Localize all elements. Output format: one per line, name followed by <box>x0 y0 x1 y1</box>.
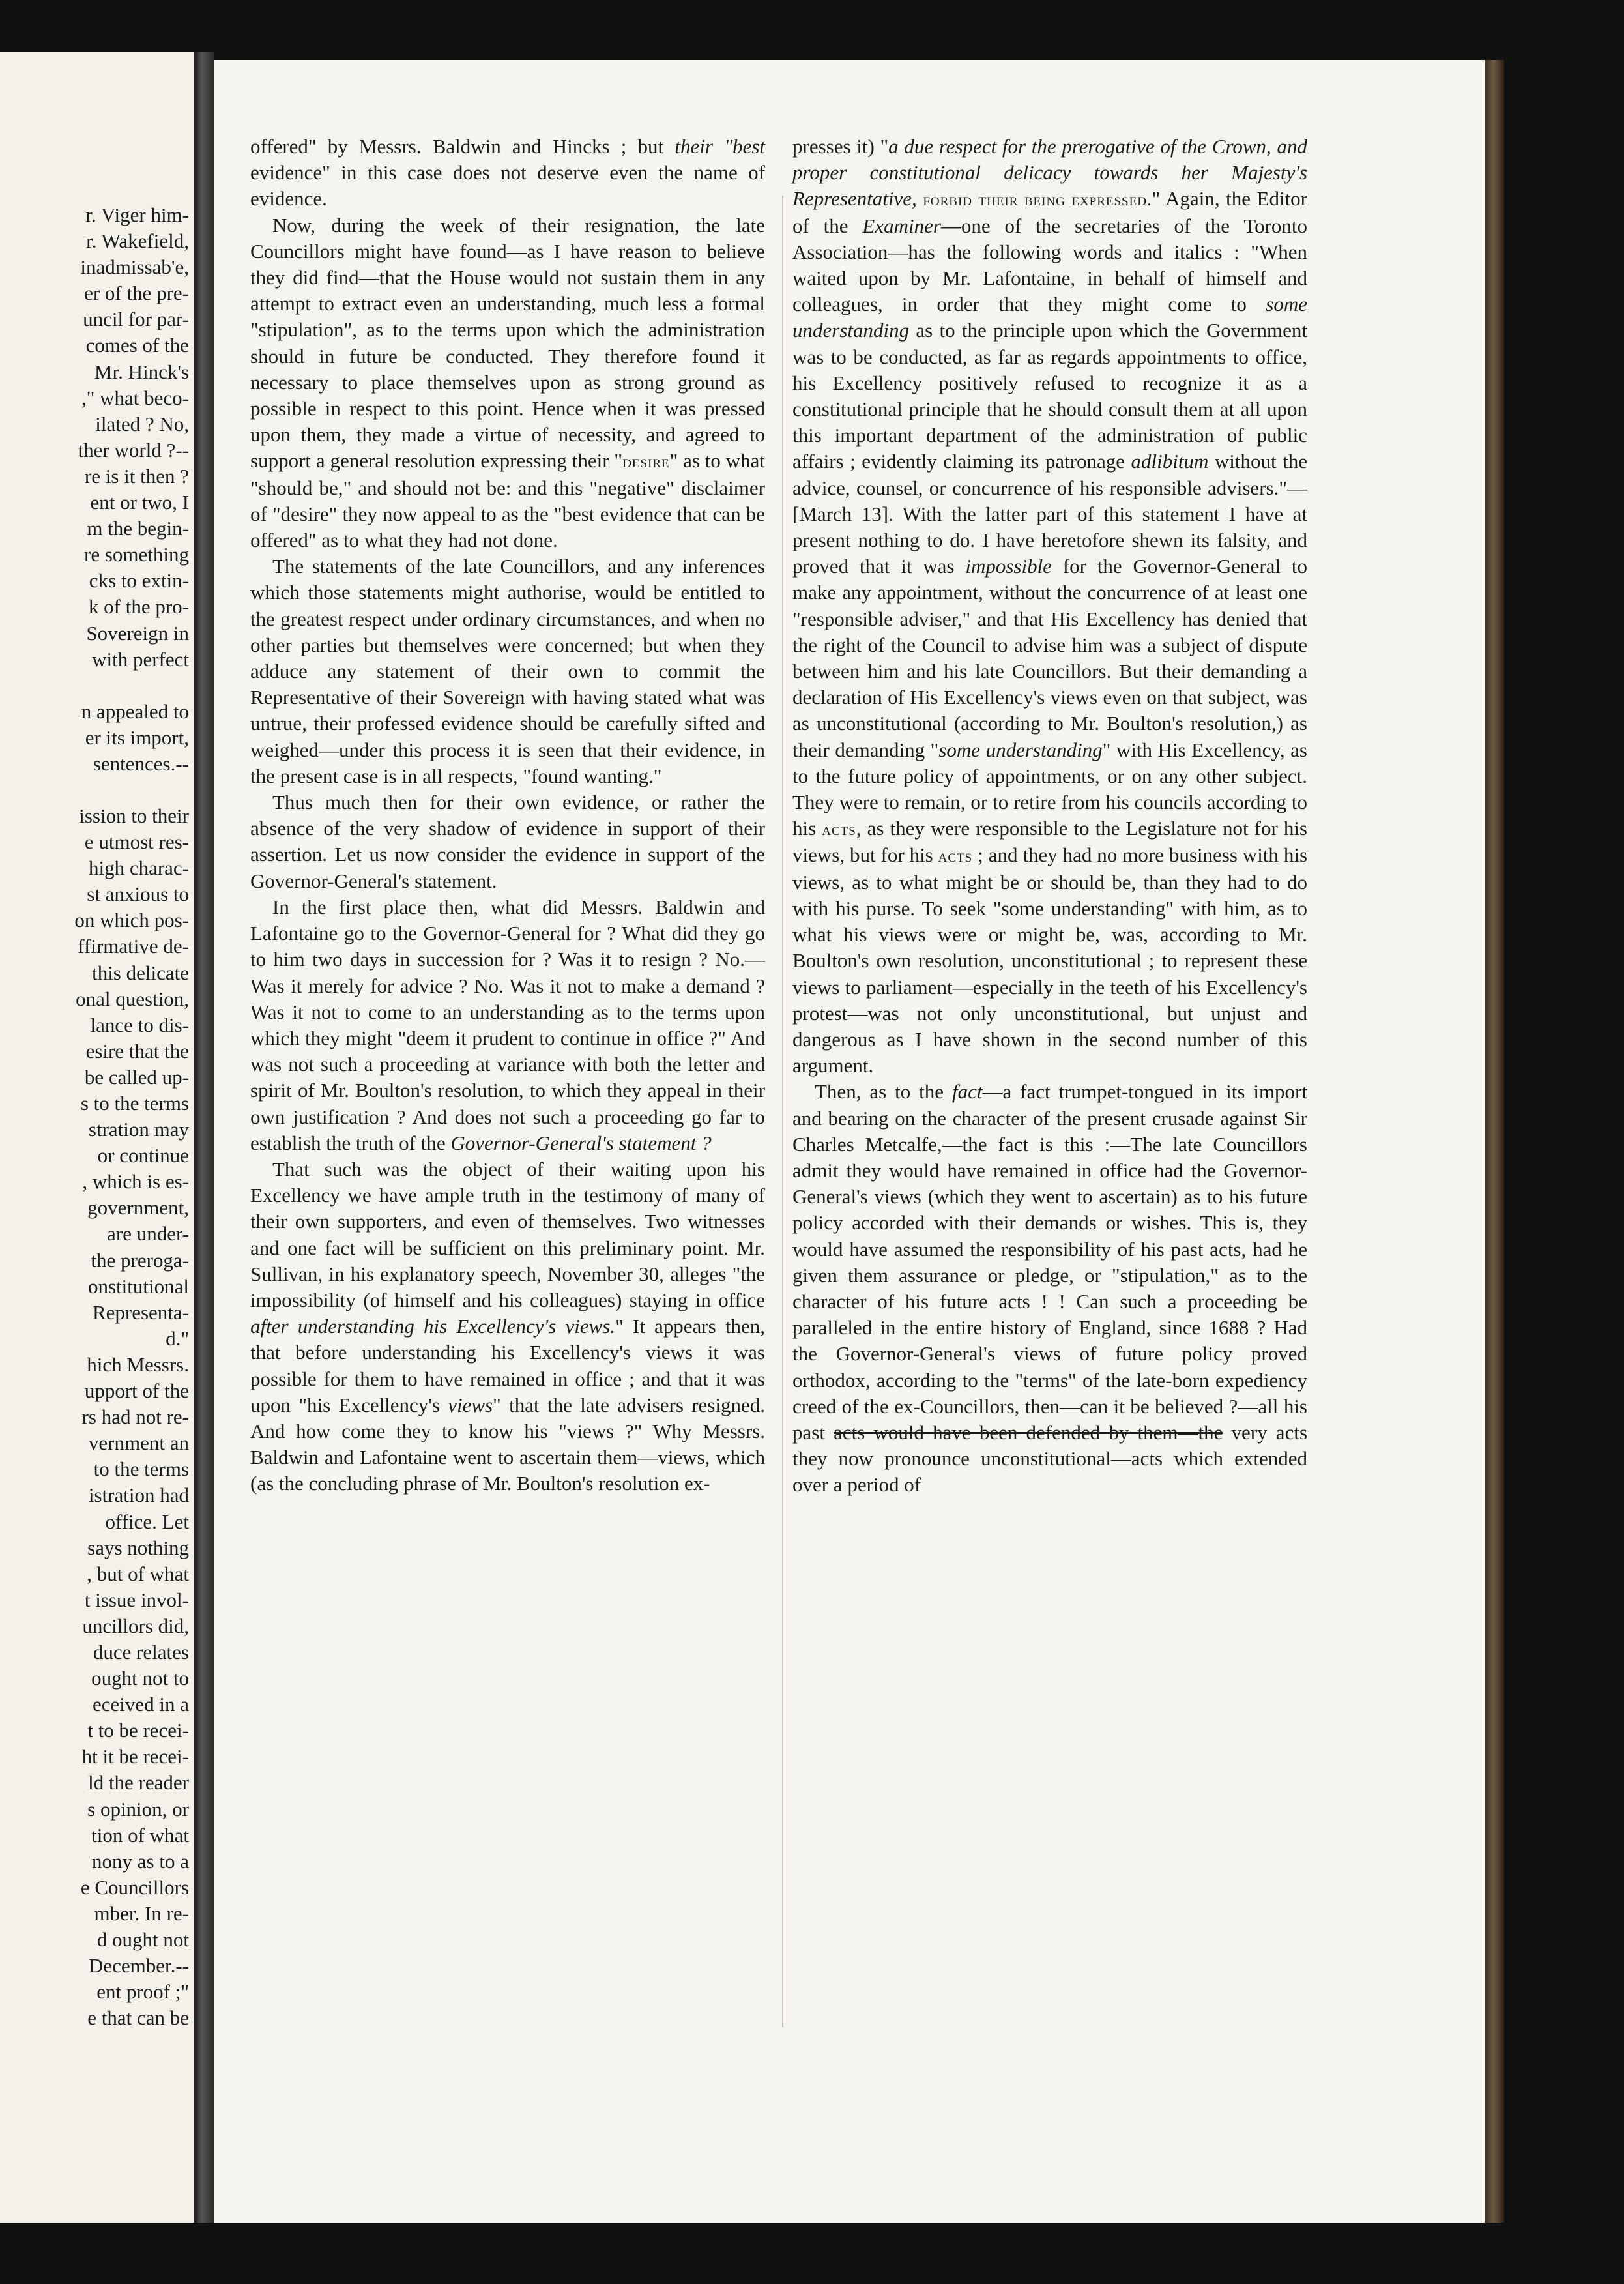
paragraph: That such was the object of their waiting upon his Excellency we have ample truth in the testimony of many of their own supporters, and even of themselves. Two witnesses and one fact will be sufficient on this preliminary point. Mr. Sullivan, in his explanatory speech, November 30, alleges "the impossibility (of himself and his colleagues) staying in office after understanding his Excellency's views." It appears then, that before understanding his Excellency's views it was possible for them to have remained in office ; and that it was upon "his Excellency's views" that the late advisers resigned. And how come they to know his "views ?" Why Messrs. Baldwin and Lafontaine went to ascertain them—views, which (as the concluding phrase of Mr. Boulton's resolution ex- <box>250 1157 765 1495</box>
paragraph: offered" by Messrs. Baldwin and Hincks ; but their "best evidence" in this case does not deserve even the name of evidence. <box>250 135 766 211</box>
left-fragment-line: m the begin- <box>87 517 189 540</box>
left-fragment-line: upport of the <box>84 1379 189 1403</box>
left-fragment-line: ought not to <box>91 1667 189 1690</box>
left-fragment-line: r. Viger him- <box>85 203 189 226</box>
left-fragment-line: government, <box>87 1196 189 1220</box>
left-fragment-line: comes of the <box>85 334 189 357</box>
paragraph: Now, during the week of their resignation, the late Councillors might have found—as I have reason to believe they did find—that the House would not sustain them in any attempt to extract even an understanding, much less a formal "stipulation", as to the terms upon which the administration should in future be conducted. They therefore found it necessary to place themselves upon as strong ground as possible in respect to this point. Hence when it was pressed upon them, they made a virtue of necessity, and agreed to support a general resolution expressing their "desire" as to what "should be," and should not be: and this "negative" disclaimer of "desire" they now appeal to as the "best evidence that can be offered" as to what they had not done. <box>250 213 765 552</box>
left-fragment-line: hich Messrs. <box>87 1353 189 1376</box>
left-fragment-line: ld the reader <box>88 1771 189 1794</box>
book-gutter <box>194 52 214 2223</box>
left-fragment-line: ilated ? No, <box>95 412 189 435</box>
left-fragment-line: e utmost res- <box>84 830 189 854</box>
left-fragment-line: nony as to a <box>92 1849 189 1873</box>
left-fragment-line: esire that the <box>85 1039 189 1062</box>
paragraph: Thus much then for their own evidence, or rather the absence of the very shadow of evidence in support of their assertion. Let us now consider the evidence in support of the Governor-General's statement. <box>250 791 765 892</box>
left-fragment-line: re something <box>84 543 189 566</box>
left-fragment-line: ht it be recei- <box>81 1745 189 1768</box>
paragraph: In the first place then, what did Messrs. Baldwin and Lafontaine go to the Governor-General for ? What did they go to him two days in succession for ? Was it to resign ? No.— Was it merely for advice ? No. Was it not to make a demand ? Was it not to come to an understanding as to the terms upon which they might "deem it prudent to continue in office ?" And was not such a proceeding at variance with both the letter and spirit of Mr. Boulton's resolution, to which they appeal in their own justification ? And does not such a proceeding go far to establish the truth of the Governor-General's statement ? <box>250 895 765 1154</box>
left-fragment-line: ther world ?-- <box>78 438 189 461</box>
left-fragment-line: onal question, <box>76 987 189 1010</box>
left-fragment-line: er its import, <box>85 725 189 749</box>
left-fragment-line: ent or two, I <box>90 491 189 514</box>
column-2 <box>792 134 1307 1499</box>
left-fragment-line: n appealed to <box>81 699 189 723</box>
left-fragment-line: high charac- <box>88 856 189 880</box>
left-fragment-line: Mr. Hinck's <box>94 360 189 383</box>
left-fragment-line: mber. In re- <box>94 1901 189 1925</box>
left-fragment-line: vernment an <box>88 1431 189 1455</box>
page-edge <box>1485 60 1504 2223</box>
left-fragment-line: uncillors did, <box>82 1614 189 1637</box>
left-fragment-line: e that can be <box>87 2006 189 2030</box>
left-fragment-line: istration had <box>88 1484 189 1507</box>
left-fragment-line: stration may <box>88 1118 189 1141</box>
left-fragment-line: Sovereign in <box>86 621 189 645</box>
left-fragment-line: onstitutional <box>88 1274 189 1298</box>
left-fragment-line: d ought not <box>96 1928 189 1951</box>
column-rule <box>782 196 783 2027</box>
left-fragment-line: t to be recei- <box>87 1719 189 1742</box>
left-fragment-line: s to the terms <box>80 1092 189 1115</box>
left-fragment-line: tion of what <box>91 1823 189 1847</box>
left-fragment-line: ission to their <box>79 804 189 827</box>
left-fragment-line: this delicate <box>92 961 189 984</box>
column-1 <box>250 134 765 1497</box>
left-fragment-line: , but of what <box>87 1562 189 1585</box>
left-fragment-line: k of the pro- <box>88 595 189 619</box>
left-fragment-line: uncil for par- <box>83 308 189 331</box>
left-fragment-line: re is it then ? <box>84 464 189 488</box>
left-fragment-line: says nothing <box>87 1536 189 1559</box>
left-fragment-line: lance to dis- <box>90 1013 189 1036</box>
paragraph: The statements of the late Councillors, and any inferences which those statements might authorise, would be entitled to the greatest respect under ordinary circumstances, and when no other parties but themselves were concerned; but when they adduce any statement of their own to commit the Representative of their Sovereign with having stated what was untrue, their professed evidence should be carefully sifted and weighed—under this process it is seen that their evidence, in the present case is in all respects, "found wanting." <box>250 555 765 787</box>
left-fragment-line: be called up- <box>84 1065 189 1089</box>
left-fragment-line: on which pos- <box>74 909 189 932</box>
left-fragment-line: ," what beco- <box>81 386 189 409</box>
left-fragment-line: rs had not re- <box>81 1405 189 1429</box>
left-fragment-line: s opinion, or <box>87 1797 189 1821</box>
paragraph: Then, as to the fact—a fact trumpet-tongued in its import and bearing on the character of the present crusade against Sir Charles Metcalfe,—the fact is this :—The late Councillors admit they would have remained in office had the Governor-General's views (which they went to ascertain) as to his future policy accorded with their demands or wishes. This is, they would have assumed the responsibility of his past acts, had he given them assurance or pledge, or "stipulation," as to the character of his future acts ! ! Can such a proceeding be paralleled in the entire history of England, since 1688 ? Had the Governor-General's views of future policy proved orthodox, according to the "terms" of the late-born expediency creed of the ex-Councillors, then—can it be believed ?—all his past acts would have been defended by them—the very acts they now pronounce unconstitutional—acts which extended over a period of <box>792 1080 1308 1497</box>
left-fragment-line: ffirmative de- <box>78 935 189 958</box>
left-fragment-line: ent proof ;" <box>96 1980 189 2004</box>
left-fragment-line: are under- <box>107 1222 189 1246</box>
left-fragment-line: d." <box>166 1326 189 1350</box>
left-fragment-line: er of the pre- <box>84 282 189 305</box>
paragraph: presses it) "a due respect for the prerogative of the Crown, and proper constitutional delicacy towards her Majesty's Representative, forbid their being expressed." Again, the Editor of the Examiner—one of the secretaries of the Toronto Association—has the following words and italics : "When waited upon by Mr. Lafontaine, in behalf of himself and colleagues, in order that they might come to some understanding as to the principle upon which the Government was to be conducted, as far as regards appointments to office, his Excellency positively refused to recognize it as a constitutional principle that he should consult them at all upon this important department of the administration of public affairs ; evidently claiming its patronage adlibitum without the advice, counsel, or concurrence of his responsible advisers."— [March 13]. With the latter part of this statement I have at present nothing to do. I have heretofore shewn its falsity, and proved that it was impossible for the Governor-General to make any appointment, without the concurrence of at least one "responsible adviser," and that His Excellency has denied that the right of the Council to advise him was a subject of dispute between him and his late Councillors. But their demanding a declaration of His Excellency's views even on that subject, was as unconstitutional (according to Mr. Boulton's resolution,) as their demanding "some understanding" with His Excellency, as to the future policy of appointments, or on any other subject. They were to remain, or to retire from his councils according to his acts, as they were responsible to the Legislature not for his views, but for his acts ; and they had no more business with his views, as to what might be or should be, than they had to do with his purse. To seek "some understanding" with him, as to what his views were or might be, was, according to Mr. Boulton's own resolution, unconstitutional ; to represent these views to parliament—especially in the teeth of his Excellency's protest—was not only unconstitutional, but unjust and dangerous as I have shown in the second number of this argument. <box>792 135 1308 1077</box>
left-fragment-line: , which is es- <box>82 1170 189 1193</box>
left-fragment-line: the preroga- <box>91 1248 189 1272</box>
left-fragment-line: cks to extin- <box>89 569 189 593</box>
left-fragment-line: r. Wakefield, <box>86 229 189 253</box>
left-fragment-line: e Councillors <box>80 1875 189 1899</box>
left-fragment-line: December.-- <box>88 1954 189 1978</box>
left-fragment-line: or continue <box>97 1144 189 1167</box>
left-fragment-line: t issue invol- <box>84 1588 189 1611</box>
left-fragment-line <box>0 777 189 803</box>
left-fragment-line: eceived in a <box>92 1693 189 1716</box>
left-fragment-line: sentences.-- <box>93 752 189 775</box>
left-fragment-line: office. Let <box>105 1510 189 1533</box>
left-fragment-line: with perfect <box>92 647 189 671</box>
left-fragment-line <box>0 673 189 699</box>
left-fragment-line: duce relates <box>93 1640 189 1663</box>
left-fragment-line: to the terms <box>93 1457 189 1481</box>
left-page-text-column <box>0 202 189 2031</box>
left-fragment-line: st anxious to <box>87 883 189 906</box>
left-fragment-line: inadmissab'e, <box>80 256 189 279</box>
left-fragment-line: Representa- <box>92 1300 189 1324</box>
left-page-fragment <box>0 52 194 2223</box>
